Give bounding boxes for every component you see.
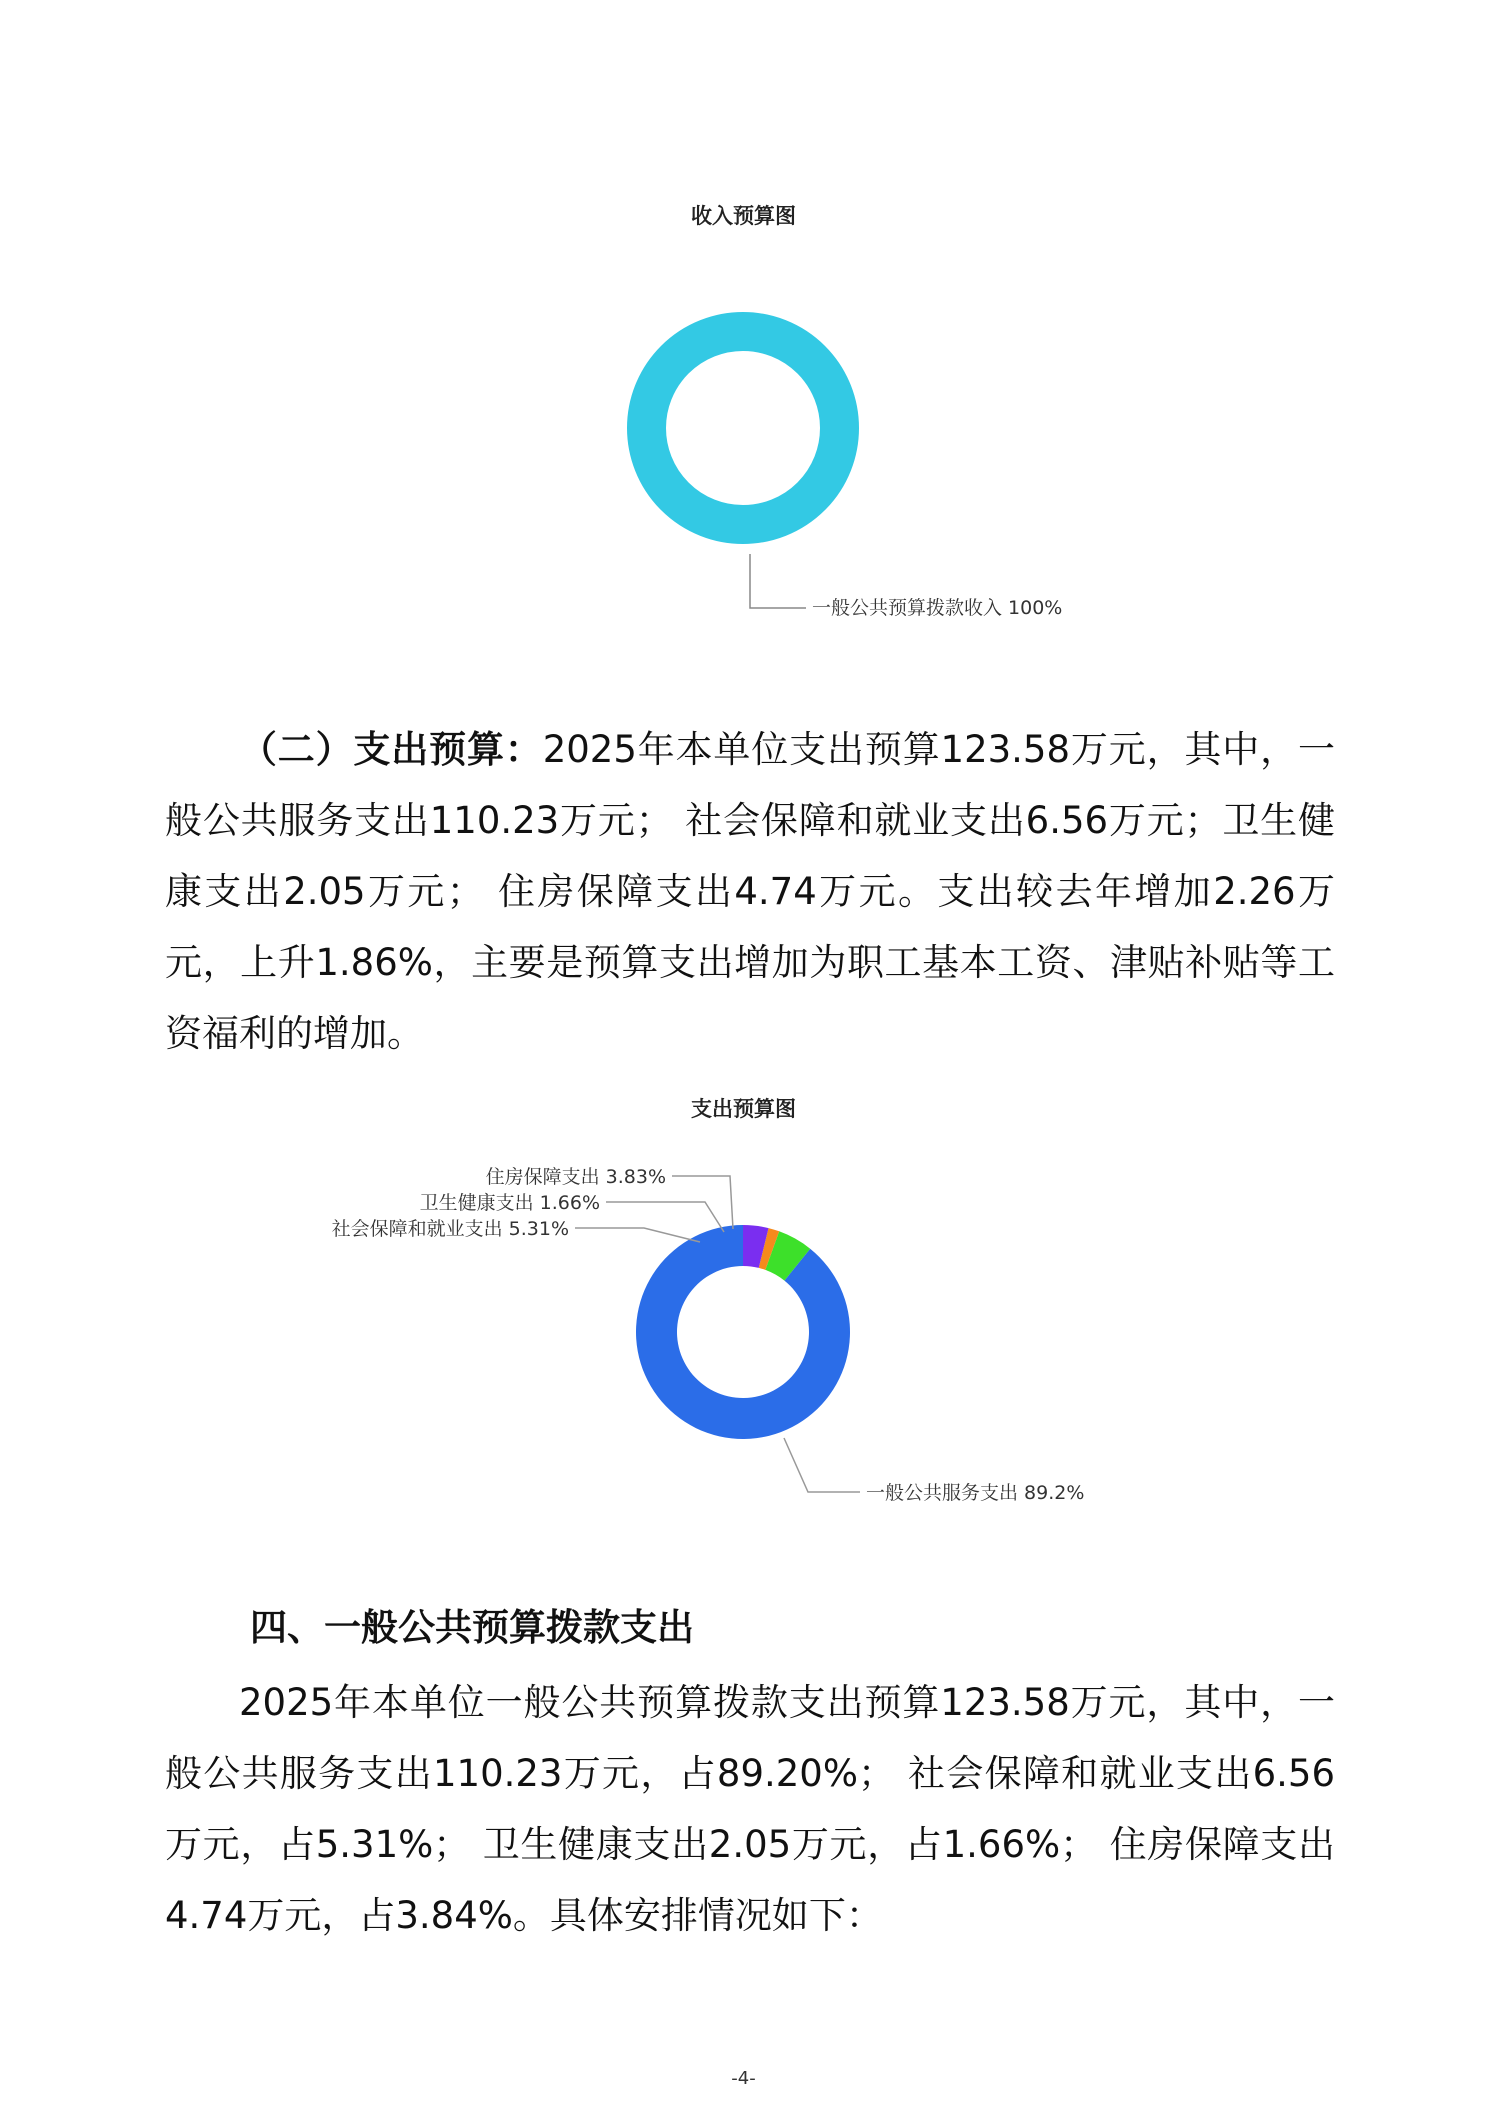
expense-budget-paragraph — [165, 714, 1335, 1069]
income-leader-line — [750, 554, 806, 608]
general-leader-line — [784, 1438, 860, 1492]
general-slice-label: 一般公共服务支出 89.2% — [866, 1482, 1085, 1504]
social-leader-line — [575, 1228, 700, 1242]
page-number: -4- — [731, 2068, 756, 2089]
general-budget-paragraph — [165, 1667, 1335, 1951]
expense-donut-chart — [0, 1140, 1487, 1520]
section-heading: 四、一般公共预算拨款支出 — [250, 1606, 694, 1649]
health-slice-label: 卫生健康支出 1.66% — [419, 1192, 600, 1214]
income-slices — [647, 332, 840, 525]
income-slice-0 — [647, 332, 840, 525]
income-chart-title: 收入预算图 — [691, 204, 796, 228]
income-donut-chart — [0, 300, 1487, 630]
expense-slices — [636, 1225, 850, 1439]
expense-budget-body: 2025年本单位支出预算123.58万元，其中，一般公共服务支出110.23万元； 社会保障和就业支出6.56万元；卫生健康支出2.05万元； 住房保障支出4.74万元。支出较去年增加2.26万元，上升1.86%，主要是预算支出增加为职工基本工资、津贴补贴等工资福利的增加。 — [165, 728, 1335, 1055]
expense-chart-title: 支出预算图 — [691, 1097, 796, 1121]
general-budget-body: 2025年本单位一般公共预算拨款支出预算123.58万元，其中，一般公共服务支出110.23万元，占89.20%； 社会保障和就业支出6.56万元，占5.31%； 卫生健康支出2.05万元，占1.66%； 住房保障支出4.74万元，占3.84%。具体安排情况如下： — [165, 1681, 1335, 1937]
income-slice-label: 一般公共预算拨款收入 100% — [812, 597, 1063, 619]
expense-budget-lead: （二）支出预算： — [239, 728, 543, 771]
social-slice-label: 社会保障和就业支出 5.31% — [331, 1218, 569, 1240]
housing-slice-label: 住房保障支出 3.83% — [485, 1166, 666, 1188]
